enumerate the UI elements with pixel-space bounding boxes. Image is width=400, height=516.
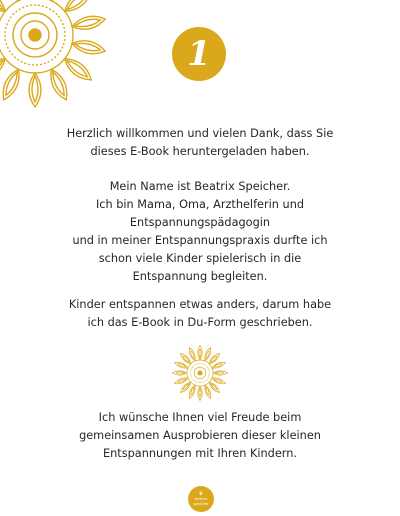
crown-icon: ♛	[198, 491, 204, 498]
text-line: Herzlich willkommen und vielen Dank, dass Sie	[66, 127, 334, 140]
mandala-petal	[71, 13, 107, 32]
mandala-petal	[208, 352, 221, 365]
mandala-petal	[71, 38, 107, 57]
mandala-petal	[179, 381, 192, 394]
mandala-petal-inner	[74, 41, 101, 53]
chapter-number-badge	[172, 27, 226, 81]
mandala-petal	[61, 54, 95, 85]
text-line: Kinder entspannen etwas anders, darum habe	[68, 298, 332, 311]
about-paragraph	[40, 178, 360, 286]
mandala-petal-inner	[199, 349, 201, 358]
mandala-petal-inner	[215, 372, 224, 374]
mandala-petal	[208, 381, 221, 394]
divider-mandala-icon	[171, 344, 229, 402]
wish-paragraph	[40, 409, 360, 463]
text-line: dieses E-Book heruntergeladen haben.	[90, 145, 310, 158]
text-line: Entspannungspädagogin	[129, 216, 271, 229]
text-line: Ich bin Mama, Oma, Arzthelferin und	[95, 198, 305, 211]
intro-paragraph	[40, 125, 360, 161]
mandala-petal-inner	[199, 388, 201, 397]
chapter-number: 1	[187, 34, 211, 74]
text-line: Entspannungen mit Ihren Kindern.	[103, 447, 297, 460]
form-paragraph	[40, 296, 360, 332]
text-line: ich das E-Book in Du-Form geschrieben.	[87, 316, 313, 329]
mandala-petal-inner	[176, 372, 185, 374]
text-line: Entspannung begleiten.	[132, 270, 268, 283]
corner-mandala-icon	[0, 0, 110, 110]
text-line: Ich wünsche Ihnen viel Freude beim	[98, 411, 302, 424]
text-line: und in meiner Entspannungspraxis durfte ich	[72, 234, 328, 247]
mandala-petal	[46, 67, 72, 103]
logo-line: beatrix	[194, 497, 208, 502]
mandala-petal-inner	[32, 76, 38, 102]
mandala-petal	[179, 352, 192, 365]
mandala-petal	[0, 67, 24, 103]
text-line: schon viele Kinder spielerisch in die	[98, 252, 302, 265]
logo-line: speicher	[193, 501, 209, 506]
text-line: Mein Name ist Beatrix Speicher.	[109, 180, 291, 193]
brand-logo	[188, 486, 214, 512]
mandala-petal-inner	[74, 17, 101, 29]
text-line: gemeinsamen Ausprobieren dieser kleinen	[79, 429, 321, 442]
